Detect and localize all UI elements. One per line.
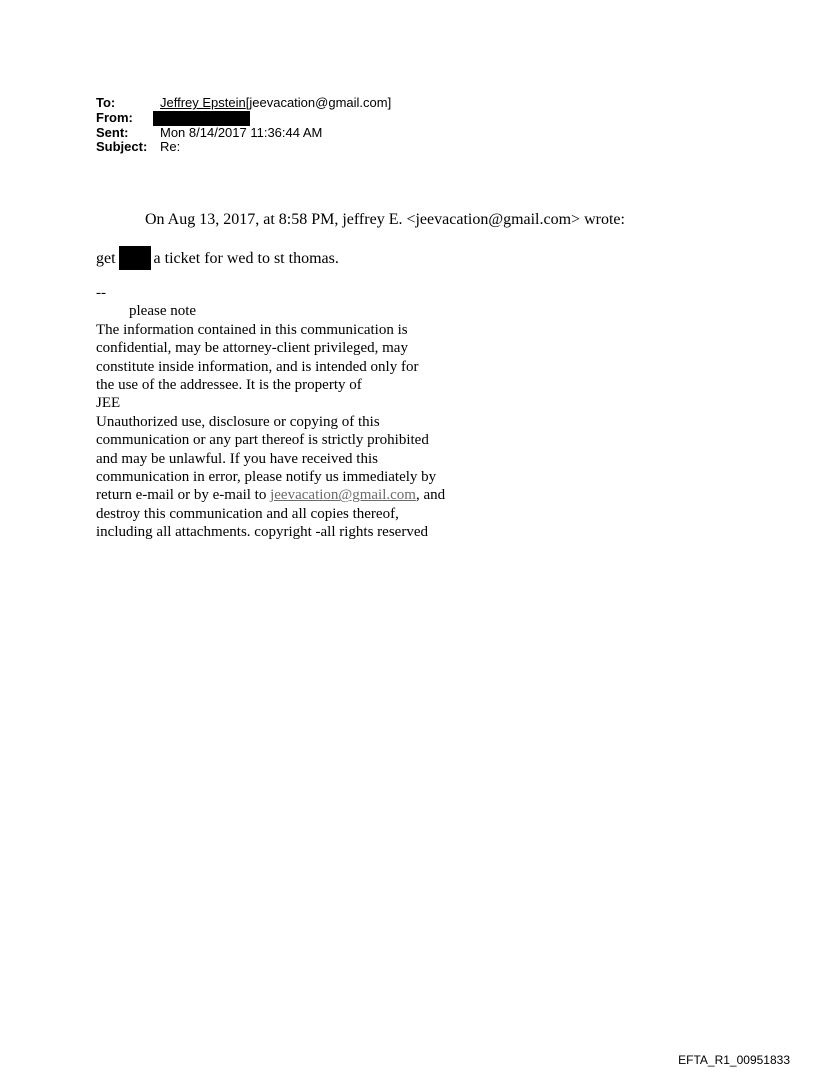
subject-label: Subject: [96,139,148,154]
from-label: From: [96,109,133,125]
please-note: please note [129,303,197,320]
email-link[interactable]: jeevacation@gmail.com [270,487,416,504]
signature-block [96,284,445,542]
message-body [96,246,339,270]
sig-return-before: return e-mail or by e-mail to [96,487,271,504]
sig-line: communication or any part thereof is strictly prohibited [96,432,429,449]
signature-separator: -- [96,285,106,301]
quoted-header: On Aug 13, 2017, at 8:58 PM, jeffrey E. <jeevacation@gmail.com> wrote: [145,211,625,228]
sig-line: The information contained in this communication is [96,321,408,338]
sig-line: including all attachments. copyright -all rights reserved [96,524,428,541]
sig-line: communication in error, please notify us immediately by [96,469,437,486]
sent-value: Mon 8/14/2017 11:36:44 AM [160,124,323,140]
document-id: EFTA_R1_00951833 [678,1053,790,1067]
message-redaction [119,246,151,270]
sig-line: confidential, may be attorney-client privileged, may [96,340,408,357]
to-row [96,96,391,111]
sig-line: and may be unlawful. If you have received this [96,450,378,467]
sig-return-after: , and [415,487,446,504]
to-label: To: [96,95,116,110]
message-before: get [96,250,116,267]
sig-line: the use of the addressee. It is the property of [96,377,362,394]
from-row [96,111,391,126]
message-after: a ticket for wed to st thomas. [153,250,339,267]
sig-line: Unauthorized use, disclosure or copying of this [96,413,380,430]
sig-line: destroy this communication and all copies thereof, [96,505,399,522]
to-name: Jeffrey Epstein [160,95,246,110]
sig-line: constitute inside information, and is intended only for [96,358,419,375]
sent-row [96,126,391,141]
subject-row [96,140,391,155]
sig-line: JEE [96,395,121,412]
sig-return-line [96,486,445,504]
to-address: [jeevacation@gmail.com] [245,95,392,110]
to-value [160,96,391,111]
email-header [96,96,391,155]
sent-label: Sent: [96,124,129,140]
from-redaction [153,111,250,126]
subject-value: Re: [160,139,181,154]
